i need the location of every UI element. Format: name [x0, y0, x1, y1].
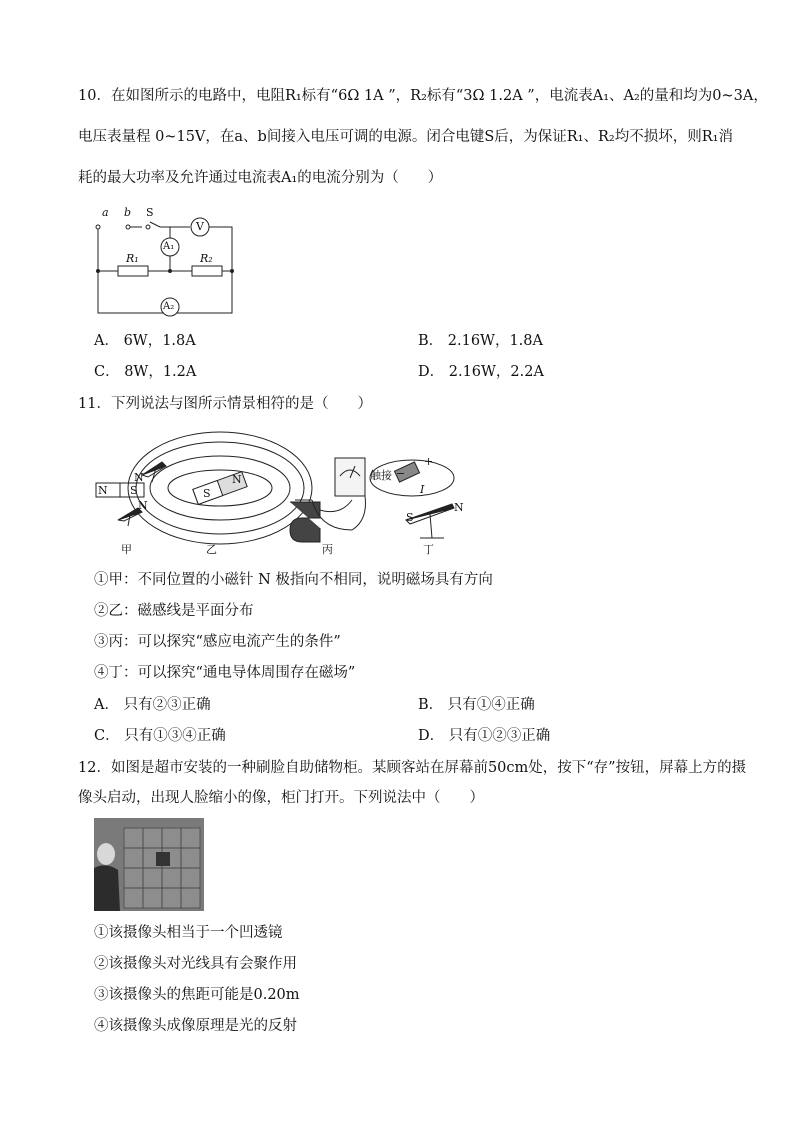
caption-jia: 甲 [121, 543, 132, 556]
locker-photo-illustration [94, 818, 204, 911]
q12-statement-1: ①该摄像头相当于一个凹透镜 [94, 925, 283, 941]
q11-magnetism-figure [90, 420, 470, 560]
ding-needle-n-label: N [454, 501, 464, 514]
q10-option-d[interactable]: D． 2.16W，2.2A [418, 364, 544, 380]
ding-touch-label: 触接 [370, 469, 392, 482]
q11-statement-2: ②乙：磁感线是平面分布 [94, 603, 254, 619]
q10-line-1: 10．在如图所示的电路中，电阻R₁标有“6Ω 1A ”，R₂标有“3Ω 1.2A ”，电流表A₁、A₂的量和均为0~3A， [78, 88, 768, 104]
switch-s-label: S [146, 206, 154, 219]
yi-magnet-s-label: S [203, 487, 211, 500]
q11-option-d[interactable]: D． 只有①②③正确 [418, 728, 551, 744]
q12-statement-4: ④该摄像头成像原理是光的反射 [94, 1018, 297, 1034]
q10-option-c[interactable]: C． 8W，1.2A [94, 364, 197, 380]
terminal-b-label: b [124, 206, 132, 219]
q12-locker-photo [94, 818, 204, 911]
q11-option-c[interactable]: C． 只有①③④正确 [94, 728, 226, 744]
caption-ding: 丁 [423, 543, 434, 556]
q12-statement-2: ②该摄像头对光线具有会聚作用 [94, 956, 297, 972]
ammeter-a2-label: A₂ [163, 301, 175, 312]
q10-line-3: 耗的最大功率及允许通过电流表A₁的电流分别为（ ） [78, 170, 443, 186]
jia-needle2-n-label: N [138, 499, 148, 512]
q10-circuit-figure [90, 205, 240, 325]
jia-magnet-n-label: N [98, 484, 108, 497]
caption-yi: 乙 [206, 543, 217, 556]
ammeter-a1-label: A₁ [163, 241, 175, 252]
q12-line-1: 12．如图是超市安装的一种刷脸自助储物柜。某顾客站在屏幕前50cm处，按下“存”按钮，屏幕上方的摄 [78, 760, 747, 776]
resistor-r2-label: R₂ [200, 252, 213, 265]
voltmeter-label: V [196, 220, 204, 233]
q12-line-2: 像头启动，出现人脸缩小的像，柜门打开。下列说法中（ ） [78, 790, 484, 806]
caption-bing: 丙 [322, 543, 333, 556]
q11-option-a[interactable]: A． 只有②③正确 [94, 697, 211, 713]
jia-magnet-s-label: S [130, 484, 138, 497]
ding-minus-label: − [396, 467, 406, 480]
magnetism-diagrams [90, 420, 470, 560]
q11-statement-3: ③丙：可以探究“感应电流产生的条件” [94, 634, 341, 650]
resistor-r1-label: R₁ [126, 252, 139, 265]
terminal-a-label: a [102, 206, 109, 219]
ding-needle-s-label: S [406, 511, 414, 524]
q11-statement-1: ①甲：不同位置的小磁针 N 极指向不相同，说明磁场具有方向 [94, 572, 493, 588]
ding-plus-label: + [424, 455, 434, 468]
jia-needle-n-label: N [134, 471, 144, 484]
q12-statement-3: ③该摄像头的焦距可能是0.20m [94, 987, 300, 1003]
q11-option-b[interactable]: B． 只有①④正确 [418, 697, 535, 713]
q10-line-2: 电压表量程 0~15V，在a、b间接入电压可调的电源。闭合电键S后，为保证R₁、R₂均不损坏，则R₁消 [78, 129, 733, 145]
q11-statement-4: ④丁：可以探究“通电导体周围存在磁场” [94, 665, 356, 681]
q11-stem: 11．下列说法与图所示情景相符的是（ ） [78, 396, 372, 412]
yi-magnet-n-label: N [232, 473, 242, 486]
q10-option-b[interactable]: B． 2.16W，1.8A [418, 333, 543, 349]
ding-current-label: I [420, 483, 425, 496]
q10-option-a[interactable]: A． 6W，1.8A [94, 333, 196, 349]
